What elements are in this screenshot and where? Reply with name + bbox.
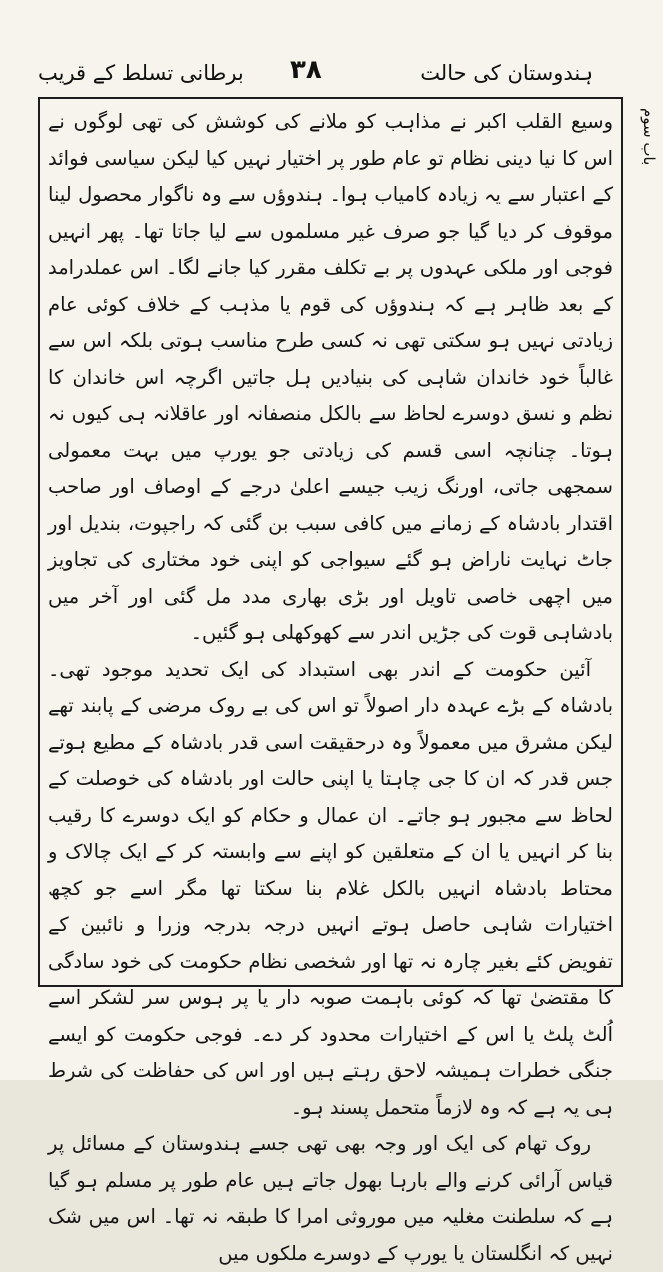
paragraph-1: وسیع القلب اکبر نے مذاہب کو ملانے کی کوشش کی تھی لوگوں نے اس کا نیا دینی نظام تو عام طور پر اختیار نہیں کیا لیکن سیاسی فوائد کے اعتبار سے یہ زیادہ کامیاب ہوا۔ ہندوؤں سے وہ ناگوار محصول لینا موقوف کر دیا گیا جو صرف غیر مسلموں سے لیا جاتا تھا۔ پھر انہیں فوجی اور ملکی عہدوں پر بے تکلف مقرر کیا جانے لگا۔ اس عملدرامد کے بعد ظاہر ہے کہ ہندوؤں کی قوم یا مذہب کے خلاف کوئی عام زیادتی نہیں ہو سکتی تھی نہ کسی طرح مناسب ہوتی بلکہ اس سے غالباً خود خاندان شاہی کی بنیادیں ہل جاتیں اگرچہ اس خاندان کا نظم و نسق دوسرے لحاظ سے بالکل منصفانہ اور عاقلانہ ہی کیوں نہ ہوتا۔ چنانچہ اسی قسم کی زیادتی جو یورپ میں بہت معمولی سمجھی جاتی، اورنگ زیب جیسے اعلیٰ درجے کے اوصاف اور صاحب اقتدار بادشاہ کے زمانے میں کافی سبب بن گئی کہ راجپوت، بندیل اور جاٹ نہایت ناراض ہو گئے سیواجی کو اپنی خود مختاری کی تجاویز میں اچھی خاصی تاویل اور بڑی بھاری مدد مل گئی اور آخر میں بادشاہی قوت کی جڑیں اندر سے کھوکھلی ہو گئیں۔ — [48, 110, 613, 644]
paragraph-3: روک تھام کی ایک اور وجہ بھی تھی جسے ہندوستان کے مسائل پر قیاس آرائی کرنے والے بارہا بھول جاتے ہیں عام طور پر مسلم ہو گیا ہے کہ سلطنت مغلیہ میں موروثی امرا کا طبقہ نہ تھا۔ اس میں شک نہیں کہ انگلستان یا یورپ کے دوسرے ملکوں میں — [48, 1132, 613, 1265]
chapter-margin-label: باب سوم — [640, 108, 658, 166]
body-text — [48, 104, 613, 1272]
running-header — [30, 55, 633, 95]
paragraph-2: آئین حکومت کے اندر بھی استبداد کی ایک تحدید موجود تھی۔ بادشاہ کے بڑے عہدہ دار اصولاً تو اس کی بے روک مرضی کے پابند تھے لیکن مشرق میں معمولاً وہ درحقیقت اسی قدر بادشاہ کے مطیع ہوتے جس قدر کہ ان کا جی چاہتا یا اپنی حالت اور بادشاہ کی خوصلت کے لحاظ سے مجبور ہو جاتے۔ ان عمال و حکام کو ایک دوسرے کا رقیب بنا کر انہیں یا ان کے متعلقین کو اپنے سے وابستہ کر کے ایک چالاک و محتاط بادشاہ انہیں بالکل غلام بنا سکتا تھا مگر اسے جو کچھ اختیارات شاہی حاصل ہوتے انہیں درجہ بدرجہ وزرا و نائبین کے تفویض کئے بغیر چارہ نہ تھا اور شخصی نظام حکومت کی خود سادگی کا مقتضیٰ تھا کہ کوئی باہمت صوبہ دار یا پر ہوس سر لشکر اسے اُلٹ پلٹ یا اس کے اختیارات محدود کر دے۔ فوجی حکومت کو ایسے جنگی خطرات ہمیشہ لاحق رہتے ہیں اور اس کی حفاظت کی شرط ہی یہ ہے کہ وہ لازماً متحمل پسند ہو۔ — [48, 657, 613, 1119]
page-number: ۳۸ — [290, 55, 322, 85]
running-title-left: برطانی تسلط کے قریب — [38, 61, 244, 85]
running-title-right: ہندوستان کی حالت — [420, 61, 593, 85]
